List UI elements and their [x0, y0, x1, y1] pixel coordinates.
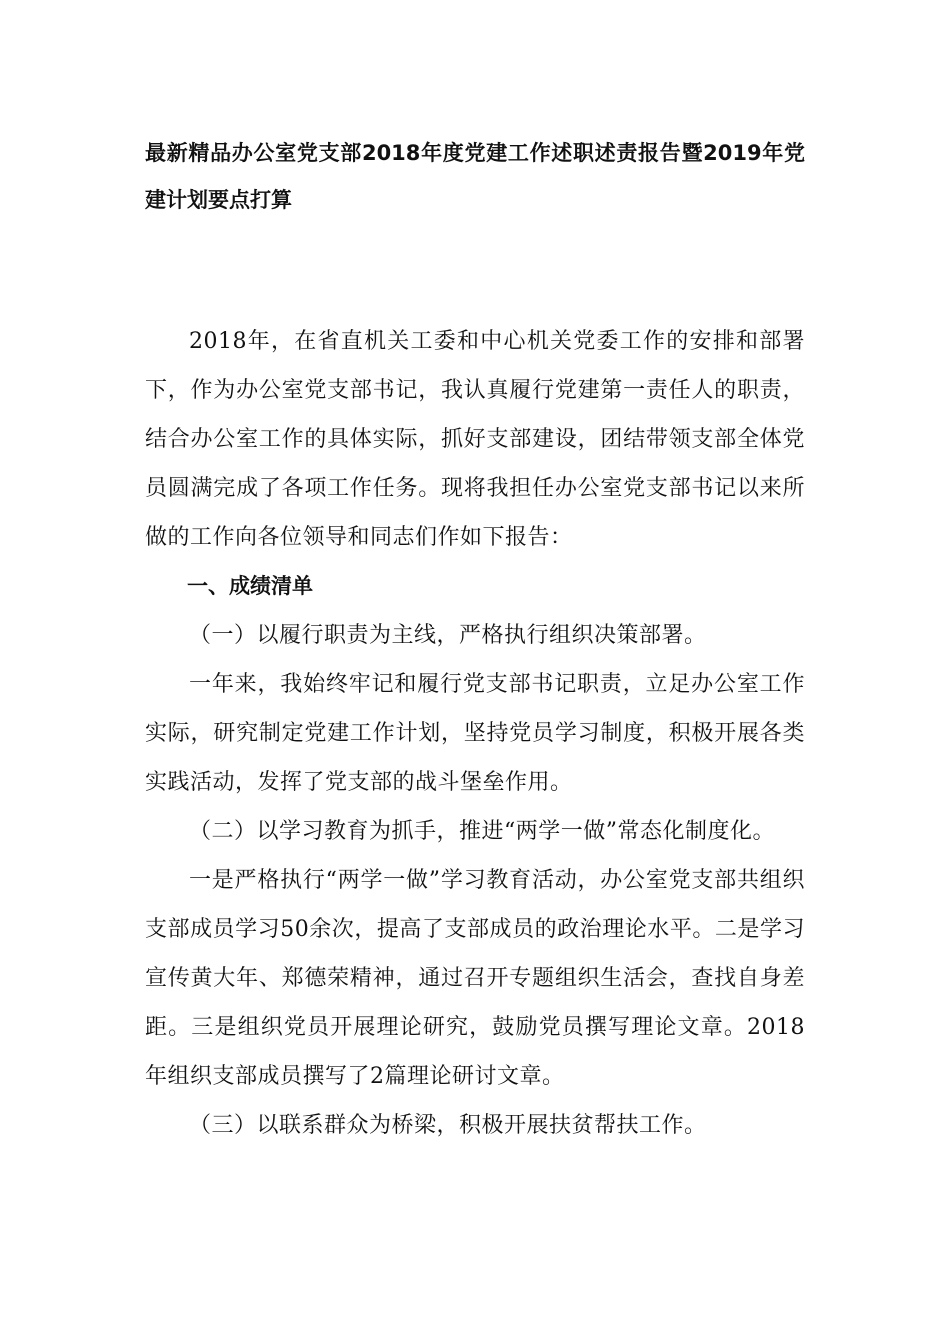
- subheading-2: （二）以学习教育为抓手，推进“两学一做”常态化制度化。: [189, 819, 775, 844]
- subheading-1: （一）以履行职责为主线，严格执行组织决策部署。: [189, 623, 707, 648]
- spacer: [145, 224, 805, 317]
- document-title: 最新精品办公室党支部2018年度党建工作述职述责报告暨2019年党建计划要点打算: [145, 141, 805, 212]
- paragraph-1: 一年来，我始终牢记和履行党支部书记职责，立足办公室工作实际，研究制定党建工作计划，坚持党员学习制度，积极开展各类实践活动，发挥了党支部的战斗堡垒作用。: [145, 672, 805, 795]
- paragraph-2: 一是严格执行“两学一做”学习教育活动，办公室党支部共组织支部成员学习50余次，提高了支部成员的政治理论水平。二是学习宣传黄大年、郑德荣精神，通过召开专题组织生活会，查找自身差距。三是组织党员开展理论研究，鼓励党员撰写理论文章。2018年组织支部成员撰写了2篇理论研讨文章。: [145, 868, 805, 1089]
- section-heading-achievements: 一、成绩清单: [187, 574, 313, 598]
- document-content: [145, 130, 805, 1150]
- paragraph-intro: 2018年，在省直机关工委和中心机关党委工作的安排和部署下，作为办公室党支部书记，我认真履行党建第一责任人的职责，结合办公室工作的具体实际，抓好支部建设，团结带领支部全体党员圆满完成了各项工作任务。现将我担任办公室党支部书记以来所做的工作向各位领导和同志们作如下报告：: [145, 329, 805, 550]
- subheading-3: （三）以联系群众为桥梁，积极开展扶贫帮扶工作。: [189, 1113, 707, 1138]
